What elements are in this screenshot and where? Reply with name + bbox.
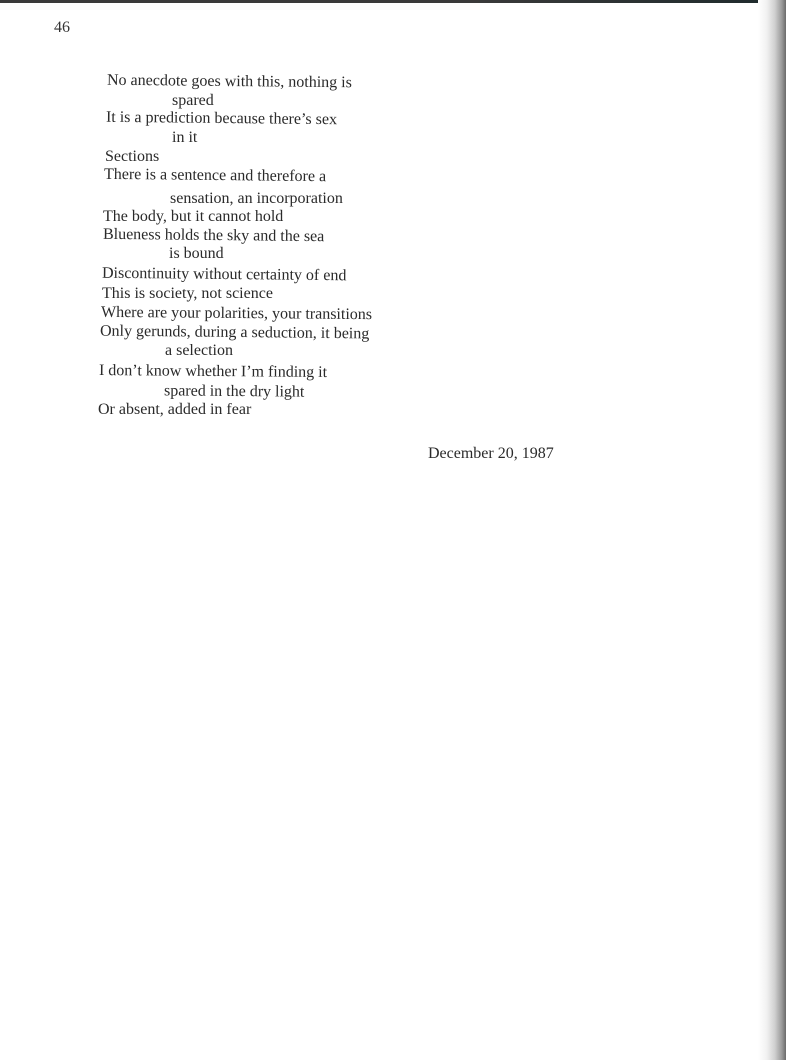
poem-line: I don’t know whether I’m finding it (98, 362, 328, 381)
poem-line: The body, but it cannot hold (103, 208, 284, 225)
poem-line: Sections (105, 148, 160, 165)
book-gutter-shadow (758, 0, 786, 1060)
poem-line: There is a sentence and therefore a (103, 165, 327, 186)
poem-line: spared (172, 92, 214, 109)
poem-line: spared in the dry light (163, 382, 305, 401)
poem-line: sensation, an incorporation (170, 190, 343, 207)
poem-line: No anecdote goes with this, nothing is (106, 71, 352, 92)
poem-line: It is a prediction because there’s sex (105, 108, 338, 129)
poem-line: This is society, not science (102, 285, 273, 302)
page-top-edge (0, 0, 786, 3)
poem-line: in it (172, 129, 198, 146)
poem-line: Only gerunds, during a seduction, it being (99, 322, 370, 343)
poem-line: Where are your polarities, your transitions (100, 303, 373, 324)
poem-line: Discontinuity without certainty of end (101, 264, 347, 285)
poem-line: is bound (169, 245, 224, 262)
poem-line: Or absent, added in fear (98, 401, 252, 418)
page-number: 46 (54, 19, 70, 36)
poem-date: December 20, 1987 (428, 445, 554, 462)
poem-line: a selection (165, 342, 233, 359)
poem-line: Blueness holds the sky and the sea (102, 225, 325, 246)
poem (0, 73, 460, 433)
